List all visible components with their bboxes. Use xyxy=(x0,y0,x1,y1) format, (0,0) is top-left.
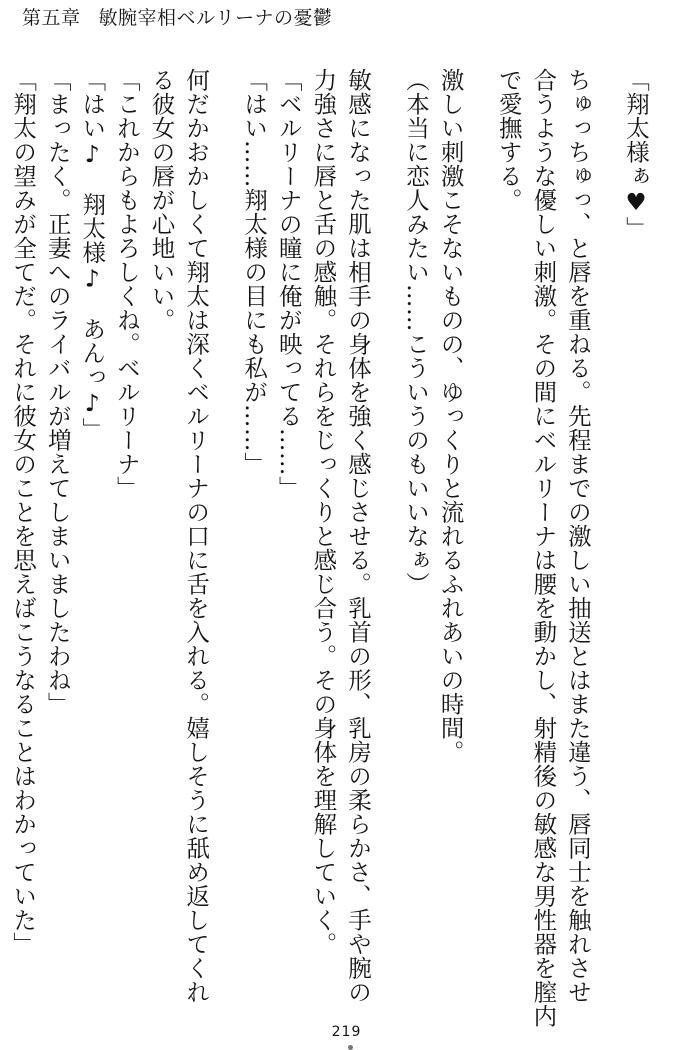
page-number: 219 xyxy=(331,1024,362,1040)
text-column: 激しい刺激こそないものの、ゆっくりと流れるふれあいの時間。 xyxy=(436,68,465,764)
text-column: 「はい……翔太様の目にも私が……」 xyxy=(240,68,269,476)
chapter-number: 第五章 xyxy=(22,7,81,29)
text-column: 「これからもよろしくね。ベルリーナ」 xyxy=(112,68,141,500)
body-text xyxy=(6,68,654,1028)
text-column: 敏感になった肌は相手の身体を強く感じさせる。乳首の形、乳房の柔らかさ、手や腕の xyxy=(343,68,372,1004)
text-column: 「ベルリーナの瞳に俺が映ってる……」 xyxy=(274,68,303,500)
text-column: 「まったく。正妻へのライバルが増えてしまいましたわね」 xyxy=(43,68,72,716)
text-column: 「はい♪ 翔太様♪ あんっ♪」 xyxy=(78,68,107,442)
text-column: （本当に恋人みたい……こういうのもいいなぁ） xyxy=(402,68,431,596)
text-column: る彼女の唇が心地いい。 xyxy=(147,68,176,332)
chapter-title: 敏腕宰相ベルリーナの憂鬱 xyxy=(98,7,333,29)
text-column: 力強さに唇と舌の感触。それらをじっくりと感じ合う。その身体を理解していく。 xyxy=(309,68,338,956)
text-column: ちゅっちゅっ、と唇を重ねる。先程までの激しい抽送とはまた違う、唇同士を触れさせ xyxy=(563,68,592,1004)
text-column: 合うような優しい刺激。その間にベルリーナは腰を動かし、射精後の敏感な男性器を膣内 xyxy=(529,68,558,1028)
text-column: 何だかおかしくて翔太は深くベルリーナの口に舌を入れる。嬉しそうに舐め返してくれ xyxy=(182,68,211,1004)
text-column: 「翔太様ぁ♥」 xyxy=(622,68,650,241)
folio-dot xyxy=(348,1045,353,1050)
text-column: で愛撫する。 xyxy=(494,68,523,212)
text-column: 「翔太の望みが全てだ。それに彼女のことを思えばこうなることはわかっていた」 xyxy=(9,68,38,956)
running-head xyxy=(22,6,333,30)
